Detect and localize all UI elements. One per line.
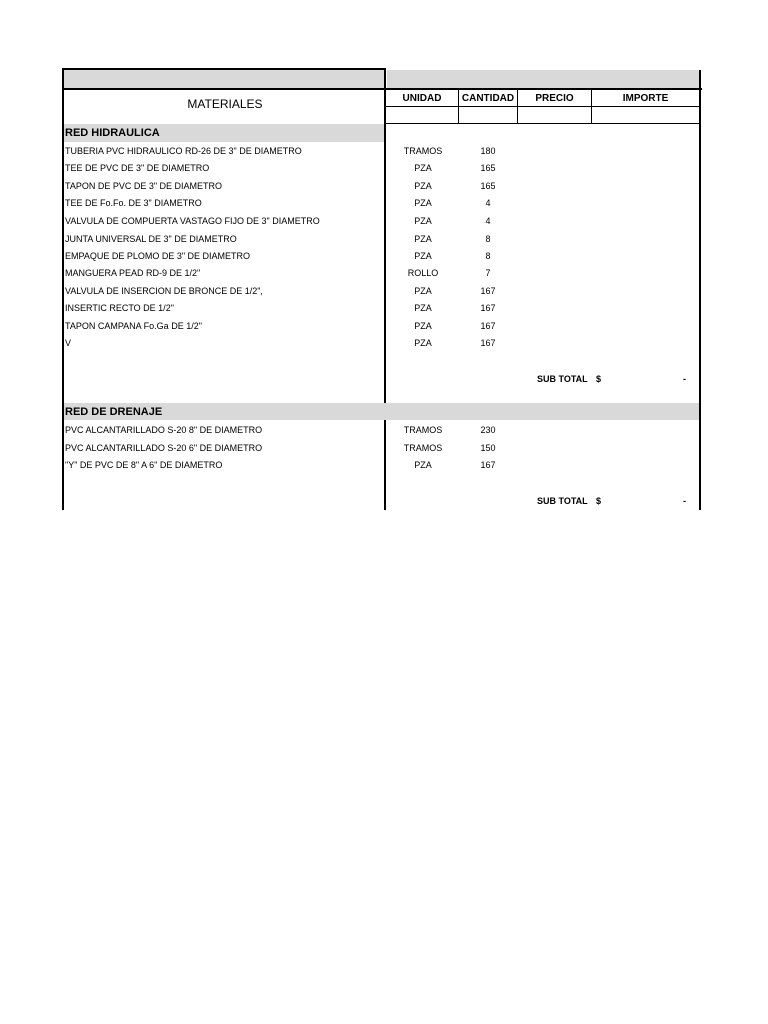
- row-desc: TEE DE PVC DE 3" DE DIAMETRO: [65, 163, 210, 173]
- row-qty: 180: [480, 146, 496, 156]
- row-unit: PZA: [414, 198, 432, 208]
- row-unit: ROLLO: [407, 268, 439, 278]
- border: [699, 70, 701, 510]
- row-desc: TAPON CAMPANA Fo.Ga DE 1/2": [65, 321, 202, 331]
- row-unit: TRAMOS: [403, 146, 443, 156]
- top-band-right: [387, 70, 699, 88]
- header-qty: CANTIDAD: [461, 93, 515, 104]
- row-unit: TRAMOS: [403, 443, 443, 453]
- header-unit: UNIDAD: [402, 93, 442, 104]
- header-amount: IMPORTE: [622, 93, 669, 104]
- top-band-left: [62, 70, 385, 88]
- row-unit: PZA: [414, 251, 432, 261]
- row-unit: PZA: [414, 163, 432, 173]
- row-unit: PZA: [414, 216, 432, 226]
- row-desc: EMPAQUE DE PLOMO DE 3" DE DIAMETRO: [65, 251, 251, 261]
- border: [384, 68, 386, 510]
- row-desc: PVC ALCANTARILLADO S-20 8" DE DIAMETRO: [65, 425, 263, 435]
- table-title: MATERIALES: [187, 97, 263, 111]
- row-desc: VALVULA DE COMPUERTA VASTAGO FIJO DE 3" DIAMETRO: [65, 216, 320, 226]
- row-desc: "Y" DE PVC DE 8" A 6" DE DIAMETRO: [65, 460, 223, 470]
- subtotal-value: -: [683, 496, 686, 506]
- header-price: PRECIO: [535, 93, 574, 104]
- row-desc: VALVULA DE INSERCION DE BRONCE DE 1/2",: [65, 286, 263, 296]
- row-qty: 8: [485, 234, 491, 244]
- row-desc: MANGUERA PEAD RD-9 DE 1/2": [65, 268, 201, 278]
- row-qty: 167: [480, 286, 496, 296]
- section-title: RED DE DRENAJE: [65, 406, 163, 418]
- row-unit: PZA: [414, 286, 432, 296]
- row-qty: 165: [480, 163, 496, 173]
- row-qty: 4: [485, 216, 491, 226]
- row-unit: TRAMOS: [403, 425, 443, 435]
- subtotal-value: -: [683, 374, 686, 384]
- subtotal-label: SUB TOTAL: [537, 374, 588, 384]
- row-qty: 167: [480, 460, 496, 470]
- row-qty: 8: [485, 251, 491, 261]
- row-desc: INSERTIC RECTO DE 1/2": [65, 303, 174, 313]
- border: [62, 68, 386, 70]
- border: [386, 123, 700, 124]
- border: [62, 88, 702, 90]
- row-qty: 167: [480, 303, 496, 313]
- row-qty: 230: [480, 425, 496, 435]
- row-unit: PZA: [414, 460, 432, 470]
- subtotal-label: SUB TOTAL: [537, 496, 588, 506]
- row-qty: 150: [480, 443, 496, 453]
- row-unit: PZA: [414, 234, 432, 244]
- section-title: RED HIDRAULICA: [65, 127, 160, 139]
- row-unit: PZA: [414, 321, 432, 331]
- row-qty: 4: [485, 198, 491, 208]
- row-qty: 167: [480, 338, 496, 348]
- currency-symbol: $: [596, 496, 602, 506]
- row-qty: 167: [480, 321, 496, 331]
- row-desc: TUBERIA PVC HIDRAULICO RD-26 DE 3" DE DIAMETRO: [65, 146, 302, 156]
- row-desc: TEE DE Fo.Fo. DE 3" DIAMETRO: [65, 198, 202, 208]
- row-unit: PZA: [414, 303, 432, 313]
- row-desc: JUNTA UNIVERSAL DE 3" DE DIAMETRO: [65, 234, 237, 244]
- row-desc: TAPON DE PVC DE 3" DE DIAMETRO: [65, 181, 223, 191]
- row-desc: PVC ALCANTARILLADO S-20 6" DE DIAMETRO: [65, 443, 263, 453]
- row-qty: 165: [480, 181, 496, 191]
- row-unit: PZA: [414, 338, 432, 348]
- row-unit: PZA: [414, 181, 432, 191]
- border: [386, 106, 700, 107]
- row-desc: V: [65, 338, 72, 348]
- row-qty: 7: [485, 268, 491, 278]
- currency-symbol: $: [596, 374, 602, 384]
